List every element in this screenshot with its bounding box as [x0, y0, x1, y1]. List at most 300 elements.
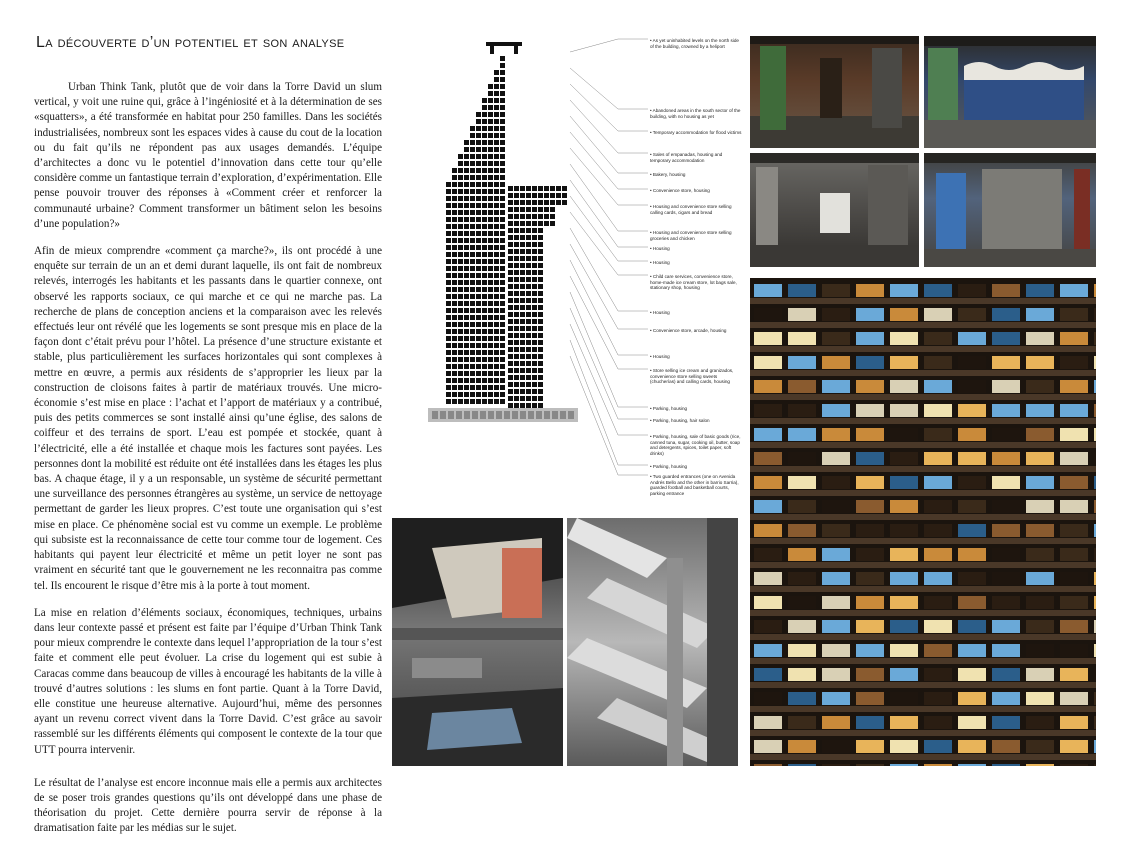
tower-window [494, 273, 499, 278]
tower-window [494, 399, 499, 404]
tower-window [494, 182, 499, 187]
facade-window [992, 572, 1020, 585]
tower-window [464, 315, 469, 320]
tower-window [488, 266, 493, 271]
annex-window [538, 403, 543, 408]
tower-window [476, 350, 481, 355]
tower-window [470, 315, 475, 320]
annex-window [514, 235, 519, 240]
tower-window [470, 294, 475, 299]
tower-window [476, 196, 481, 201]
annex-window [520, 319, 525, 324]
tower-window [470, 259, 475, 264]
annex-window [514, 291, 519, 296]
tower-window [452, 203, 457, 208]
tower-window [470, 140, 475, 145]
tower-window [452, 343, 457, 348]
tower-window [494, 350, 499, 355]
tower-window [452, 399, 457, 404]
tower-window [464, 308, 469, 313]
annex-window [538, 368, 543, 373]
tower-window [452, 371, 457, 376]
annex-window [514, 298, 519, 303]
tower-window [452, 385, 457, 390]
tower-window [446, 336, 451, 341]
tower-window [476, 280, 481, 285]
podium-column [520, 411, 526, 419]
tower-window [476, 259, 481, 264]
podium-column [560, 411, 566, 419]
annex-window [508, 242, 513, 247]
facade-window [788, 644, 816, 657]
facade-window [992, 404, 1020, 417]
tower-window [464, 287, 469, 292]
tower-window [488, 364, 493, 369]
tower-window [500, 329, 505, 334]
tower-window [458, 203, 463, 208]
annex-window [514, 319, 519, 324]
facade-window [1094, 476, 1096, 489]
photo-concrete-stairs [567, 518, 738, 766]
facade-window [1026, 524, 1054, 537]
facade-slab [750, 754, 1096, 760]
annex-window [508, 249, 513, 254]
facade-window [856, 620, 884, 633]
facade-window [788, 548, 816, 561]
tower-window [494, 329, 499, 334]
facade-slab [750, 634, 1096, 640]
tower-window [488, 315, 493, 320]
facade-window [1060, 500, 1088, 513]
facade-window [822, 452, 850, 465]
legend-item: • Sales of empanadas, housing and temporary accommodation [650, 152, 723, 163]
tower-window [482, 343, 487, 348]
annex-window [526, 249, 531, 254]
annex-window [538, 333, 543, 338]
annex-window [514, 284, 519, 289]
annex-window [520, 389, 525, 394]
annex-window [520, 235, 525, 240]
tower-window [482, 308, 487, 313]
tower-window [494, 147, 499, 152]
annex-window [556, 200, 561, 205]
facade-window [1026, 620, 1054, 633]
legend-item: • Parking, housing, sale of basic goods (rice, canned tuna, sugar, cooking oil, butter, soap and detergents, spices, toilet paper, soft drinks) [650, 434, 741, 456]
tower-window [446, 294, 451, 299]
facade-window [754, 476, 782, 489]
annex-window [520, 221, 525, 226]
tower-window [458, 301, 463, 306]
tower-window [500, 133, 505, 138]
annex-window [520, 403, 525, 408]
facade-window [788, 668, 816, 681]
tower-window [494, 112, 499, 117]
leader-line [570, 324, 648, 435]
facade-window [958, 308, 986, 321]
tower-window [488, 189, 493, 194]
annex-window [526, 298, 531, 303]
annex-window [538, 312, 543, 317]
leader-line [570, 244, 648, 329]
annex-window [538, 340, 543, 345]
tower-window [488, 273, 493, 278]
facade-window [1026, 500, 1054, 513]
facade-window [856, 500, 884, 513]
facade-window [958, 476, 986, 489]
facade-window [1026, 380, 1054, 393]
heliport-frame [486, 42, 522, 46]
tower-window [482, 105, 487, 110]
annex-window [514, 193, 519, 198]
tower-window [500, 231, 505, 236]
tower-window [494, 294, 499, 299]
tower-window [458, 259, 463, 264]
facade-window [1060, 380, 1088, 393]
annex-window [532, 277, 537, 282]
tower-window [494, 175, 499, 180]
tower-window [464, 371, 469, 376]
facade-window [958, 764, 986, 766]
tower-window [482, 154, 487, 159]
facade-window [890, 284, 918, 297]
podium-column [512, 411, 518, 419]
annex-window [550, 221, 555, 226]
tower-window [482, 273, 487, 278]
annex-window [526, 235, 531, 240]
annex-window [538, 207, 543, 212]
annex-window [532, 354, 537, 359]
facade-window [822, 716, 850, 729]
leader-line [570, 116, 648, 173]
tower-window [500, 308, 505, 313]
annex-window [532, 340, 537, 345]
tower-window [482, 294, 487, 299]
annex-window [526, 305, 531, 310]
annex-window [532, 291, 537, 296]
tower-window [470, 231, 475, 236]
tower-window [458, 217, 463, 222]
tower-window [464, 154, 469, 159]
facade-window [958, 428, 986, 441]
tower-window [482, 231, 487, 236]
tower-window [488, 112, 493, 117]
annex-window [520, 291, 525, 296]
facade-window [1094, 380, 1096, 393]
annex-window [526, 396, 531, 401]
tower-window [476, 252, 481, 257]
facade-window [890, 764, 918, 766]
tower-window [458, 385, 463, 390]
facade-window [754, 380, 782, 393]
facade-window [822, 476, 850, 489]
tower-window [458, 399, 463, 404]
annex-window [532, 361, 537, 366]
facade-window [1094, 284, 1096, 297]
facade-window [1026, 356, 1054, 369]
facade-window [1060, 452, 1088, 465]
annex-window [520, 312, 525, 317]
annex-window [514, 340, 519, 345]
facade-slab [750, 682, 1096, 688]
annex-window [514, 256, 519, 261]
tower-window [458, 252, 463, 257]
annex-window [514, 312, 519, 317]
annex-window [508, 235, 513, 240]
annex-window [526, 347, 531, 352]
tower-window [500, 119, 505, 124]
facade-window [958, 668, 986, 681]
tower-window [476, 343, 481, 348]
annex-window [526, 256, 531, 261]
tower-window [458, 357, 463, 362]
annex-window [532, 333, 537, 338]
tower-window [458, 168, 463, 173]
facade-window [890, 356, 918, 369]
annex-window [520, 242, 525, 247]
page-title: La découverte d’un potentiel et son analyse [36, 34, 345, 51]
facade-window [992, 548, 1020, 561]
tower-window [482, 210, 487, 215]
tower-window [500, 371, 505, 376]
tower-window [470, 203, 475, 208]
facade-window [890, 596, 918, 609]
tower-window [500, 392, 505, 397]
facade-window [992, 428, 1020, 441]
tower-window [464, 294, 469, 299]
facade-window [1094, 524, 1096, 537]
tower-window [482, 322, 487, 327]
facade-window [924, 548, 952, 561]
tower-window [452, 357, 457, 362]
facade-window [992, 668, 1020, 681]
podium-column [528, 411, 534, 419]
tower-window [476, 301, 481, 306]
annex-window [532, 403, 537, 408]
annex-window [520, 396, 525, 401]
tower-window [470, 364, 475, 369]
paragraph-context: La mise en relation d’éléments sociaux, économiques, techniques, urbains dans leur contexte passé et présent est faite par l’équipe d’Urban Think Tank pour mieux comprendre le contexte dans lequel l’appropriation de la tour s’est faite et comment elle peut évoluer. La crise du logement qui est subie à Caracas comme dans beaucoup de villes à encouragé les habitants de la ville à trouvé d’autres solutions : les slums en font partie. Quant à la Torre David, elle constitue une heureuse alternative. Aujourd’hui, même des personnes ayant un revenu correct vivent dans la Torre David. C’est grâce au savoir rassemblé sur les différents éléments qui composent le contexte de la tour que UTT pourra intervenir. [34, 606, 382, 756]
tower-window [476, 371, 481, 376]
tower-window [464, 385, 469, 390]
facade-window [788, 500, 816, 513]
tower-window [500, 287, 505, 292]
tower-window [488, 105, 493, 110]
annex-window [532, 235, 537, 240]
tower-window [452, 322, 457, 327]
facade-window [924, 596, 952, 609]
tower-window [458, 266, 463, 271]
tower-window [500, 273, 505, 278]
tower-window [494, 259, 499, 264]
legend-item: • Housing and convenience store selling calling cards, cigars and bread [650, 204, 732, 215]
tower-window [458, 308, 463, 313]
tower-window [482, 287, 487, 292]
facade-window [890, 692, 918, 705]
annex-window [532, 242, 537, 247]
annex-window [526, 228, 531, 233]
facade-window [924, 572, 952, 585]
facade-window [1094, 428, 1096, 441]
facade-window [788, 332, 816, 345]
tower-window [470, 322, 475, 327]
tower-window [470, 280, 475, 285]
facade-window [754, 428, 782, 441]
tower-window [488, 245, 493, 250]
legend-leader-lines [570, 39, 648, 475]
facade-window [958, 644, 986, 657]
tower-window [500, 259, 505, 264]
facade-window [890, 332, 918, 345]
facade-window [1094, 332, 1096, 345]
tower-window [494, 168, 499, 173]
podium-column [496, 411, 502, 419]
annex-window [532, 186, 537, 191]
annex-window [532, 396, 537, 401]
tower-window [494, 371, 499, 376]
annex-window [526, 382, 531, 387]
tower-window [500, 385, 505, 390]
tower-window [446, 343, 451, 348]
legend-item: • Housing [650, 310, 670, 315]
leader-line [570, 212, 648, 275]
annex-window [544, 214, 549, 219]
tower-window [494, 287, 499, 292]
facade-window [1060, 740, 1088, 753]
annex-window [514, 270, 519, 275]
tower-window [458, 364, 463, 369]
tower-window [452, 378, 457, 383]
annex-window [514, 403, 519, 408]
facade-window [788, 596, 816, 609]
tower-window [458, 238, 463, 243]
tower-window [458, 280, 463, 285]
facade-window [754, 620, 782, 633]
tower-window [464, 224, 469, 229]
legend-item: • Parking, housing [650, 406, 688, 411]
annex-window [538, 375, 543, 380]
facade-window [992, 284, 1020, 297]
tower-window [488, 154, 493, 159]
facade-window [924, 692, 952, 705]
tower-window [482, 315, 487, 320]
heliport-post [514, 46, 518, 54]
legend-item: • Housing [650, 246, 670, 251]
tower-window [446, 392, 451, 397]
tower-window [494, 224, 499, 229]
facade-window [754, 692, 782, 705]
facade-window [788, 380, 816, 393]
facade-window [1094, 620, 1096, 633]
annex-window [520, 375, 525, 380]
annex-window [538, 193, 543, 198]
leader-line [570, 260, 648, 355]
annex-window [526, 333, 531, 338]
facade-window [1026, 764, 1054, 766]
facade-window [992, 380, 1020, 393]
facade-window [958, 332, 986, 345]
annex-window [508, 354, 513, 359]
annex-window [538, 389, 543, 394]
facade-window [924, 524, 952, 537]
tower-window [494, 343, 499, 348]
tower-window [494, 364, 499, 369]
leader-line [570, 164, 648, 231]
facade-window [788, 692, 816, 705]
facade-window [1026, 548, 1054, 561]
facade-window [856, 356, 884, 369]
facade-window [1060, 284, 1088, 297]
facade-window [890, 308, 918, 321]
tower-window [464, 245, 469, 250]
facade-window [1026, 332, 1054, 345]
tower-window [500, 364, 505, 369]
tower-window [458, 196, 463, 201]
tower-window [464, 378, 469, 383]
leader-line [570, 100, 648, 153]
tower-window [464, 210, 469, 215]
tower-window [476, 287, 481, 292]
tower-window [494, 322, 499, 327]
annex-window [532, 249, 537, 254]
annex-window [520, 354, 525, 359]
tower-window [500, 210, 505, 215]
annex-window [508, 347, 513, 352]
tower-window [458, 182, 463, 187]
legend-item: • Abandoned areas in the south sector of the building, with no housing as yet [650, 108, 741, 119]
tower-window [452, 315, 457, 320]
annex-window [538, 249, 543, 254]
tower-window [458, 378, 463, 383]
tower-window [494, 357, 499, 362]
facade-window [890, 572, 918, 585]
tower-window [488, 399, 493, 404]
facade-window [788, 572, 816, 585]
facade-window [890, 500, 918, 513]
tower-window [494, 301, 499, 306]
tower-window [482, 98, 487, 103]
facade-window [856, 428, 884, 441]
facade-slab [750, 298, 1096, 304]
annex-window [526, 389, 531, 394]
facade-window [754, 596, 782, 609]
tower-window [470, 126, 475, 131]
facade-window [924, 356, 952, 369]
tower-window [470, 308, 475, 313]
tower-window [500, 322, 505, 327]
facade-window [754, 404, 782, 417]
tower-window [482, 266, 487, 271]
tower-window [494, 91, 499, 96]
annex-window [514, 249, 519, 254]
facade-window [856, 572, 884, 585]
annex-window [520, 382, 525, 387]
tower-window [470, 217, 475, 222]
tower-window [488, 252, 493, 257]
tower-window [500, 315, 505, 320]
tower-window [470, 154, 475, 159]
facade-window [1026, 284, 1054, 297]
facade-window [1094, 740, 1096, 753]
tower-window [482, 336, 487, 341]
facade-window [992, 692, 1020, 705]
tower-window [464, 175, 469, 180]
tower-window [500, 336, 505, 341]
tower-window [482, 168, 487, 173]
tower-window [488, 378, 493, 383]
facade-window [992, 356, 1020, 369]
tower-window [464, 140, 469, 145]
tower-window [476, 182, 481, 187]
